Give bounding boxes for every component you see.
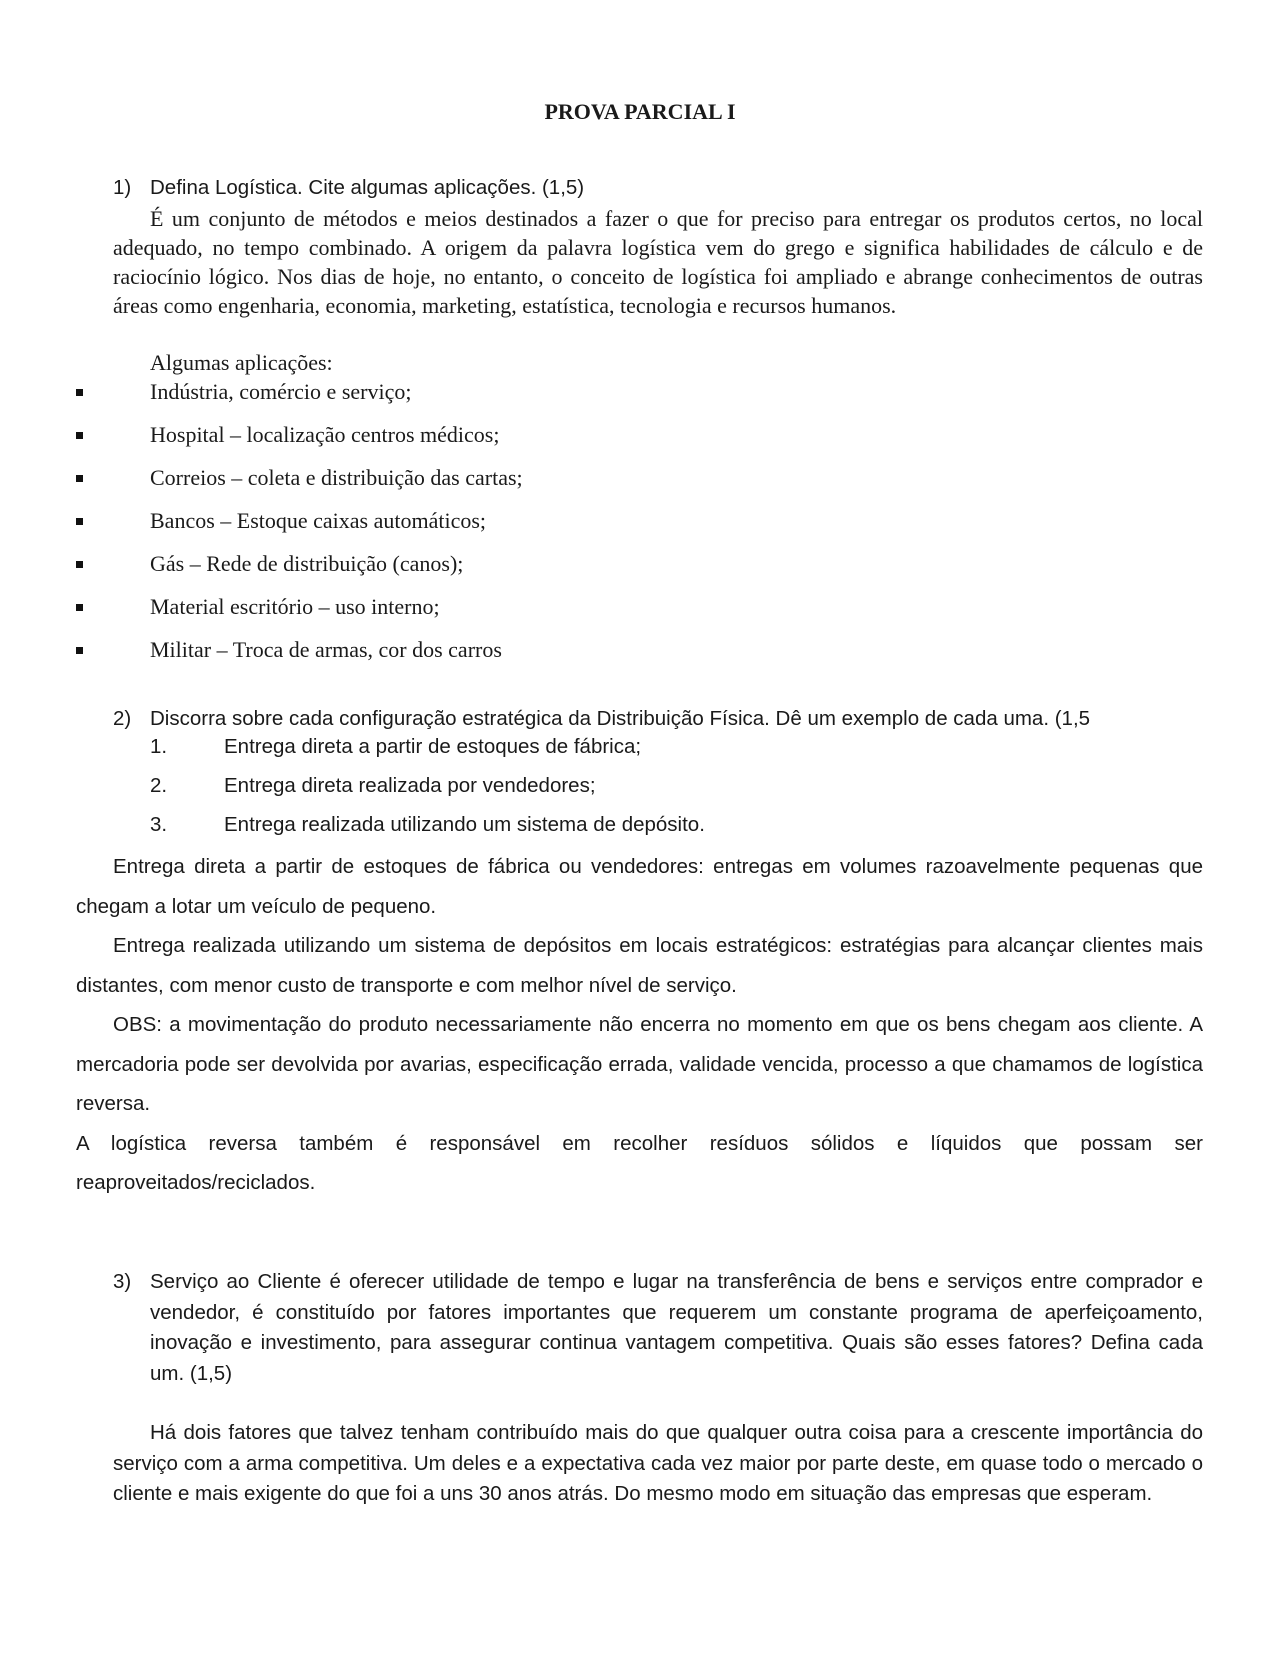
square-bullet-icon — [76, 475, 83, 482]
question-1 — [113, 172, 1203, 203]
square-bullet-icon — [76, 518, 83, 525]
question-text: Defina Logística. Cite algumas aplicações. (1,5) — [150, 176, 585, 199]
list-item: Gás – Rede de distribuição (canos); — [76, 550, 1176, 593]
question-2 — [113, 703, 1203, 734]
question-3 — [113, 1267, 1203, 1389]
paragraph: OBS: a movimentação do produto necessariamente não encerra no momento em que os bens chegam aos cliente. A mercadoria pode ser devolvida por avarias, especificação errada, validade vencida, processo a que chamamos de logística reversa. — [76, 1013, 1203, 1115]
question-number: 1) — [113, 176, 132, 199]
square-bullet-icon — [76, 561, 83, 568]
paragraph: A logística reversa também é responsável em recolher resíduos sólidos e líquidos que possam ser reaproveitados/reciclados. — [76, 1131, 1203, 1194]
square-bullet-icon — [76, 647, 83, 654]
square-bullet-icon — [76, 604, 83, 611]
applications-list — [76, 378, 1176, 679]
list-item: Material escritório – uso interno; — [76, 593, 1176, 636]
square-bullet-icon — [76, 432, 83, 439]
applications-label: Algumas aplicações: — [150, 350, 333, 375]
page-title: PROVA PARCIAL I — [544, 99, 736, 124]
list-item: Correios – coleta e distribuição das cartas; — [76, 464, 1176, 507]
list-item: Indústria, comércio e serviço; — [76, 378, 1176, 421]
list-item: 1. Entrega direta a partir de estoques de fábrica; — [150, 735, 642, 758]
list-item: 2. Entrega direta realizada por vendedores; — [150, 774, 596, 797]
list-item: Militar – Troca de armas, cor dos carros — [76, 636, 1176, 679]
answer-1: É um conjunto de métodos e meios destinados a fazer o que for preciso para entregar os produtos certos, no local adequado, no tempo combinado. A origem da palavra logística vem do grego e significa habilidades de cálculo e de raciocínio lógico. Nos dias de hoje, no entanto, o conceito de logística foi ampliado e abrange conhecimentos de outras áreas como engenharia, economia, marketing, estatística, tecnologia e recursos humanos. — [113, 206, 1203, 318]
answer-3: Há dois fatores que talvez tenham contribuído mais do que qualquer outra coisa para a crescente importância do serviço com a arma competitiva. Um deles e a expectativa cada vez maior por parte deste, em quase todo o mercado o cliente e mais exigente do que foi a uns 30 anos atrás. Do mesmo modo em situação das empresas que esperam. — [113, 1421, 1203, 1505]
question-number: 2) — [113, 707, 132, 730]
paragraph: Entrega realizada utilizando um sistema de depósitos em locais estratégicos: estratégias para alcançar clientes mais distantes, com menor custo de transporte e com melhor nível de serviço. — [76, 934, 1203, 997]
square-bullet-icon — [76, 389, 83, 396]
configuration-list — [150, 731, 1150, 848]
question-text: Serviço ao Cliente é oferecer utilidade de tempo e lugar na transferência de bens e serviços entre comprador e vendedor, é constituído por fatores importantes que requerem um constante programa de aperfeiçoamento, inovação e investimento, para assegurar continua vantagem competitiva. Quais são esses fatores? Defina cada um. (1,5) — [150, 1270, 1203, 1385]
answer-2 — [76, 847, 1203, 1203]
list-item: 3. Entrega realizada utilizando um sistema de depósito. — [150, 813, 705, 836]
list-item: Bancos – Estoque caixas automáticos; — [76, 507, 1176, 550]
list-item: Hospital – localização centros médicos; — [76, 421, 1176, 464]
paragraph: Entrega direta a partir de estoques de fábrica ou vendedores: entregas em volumes razoavelmente pequenas que chegam a lotar um veículo de pequeno. — [76, 855, 1203, 918]
question-text: Discorra sobre cada configuração estratégica da Distribuição Física. Dê um exemplo de cada uma. (1,5 — [150, 707, 1091, 730]
question-number: 3) — [113, 1270, 132, 1293]
